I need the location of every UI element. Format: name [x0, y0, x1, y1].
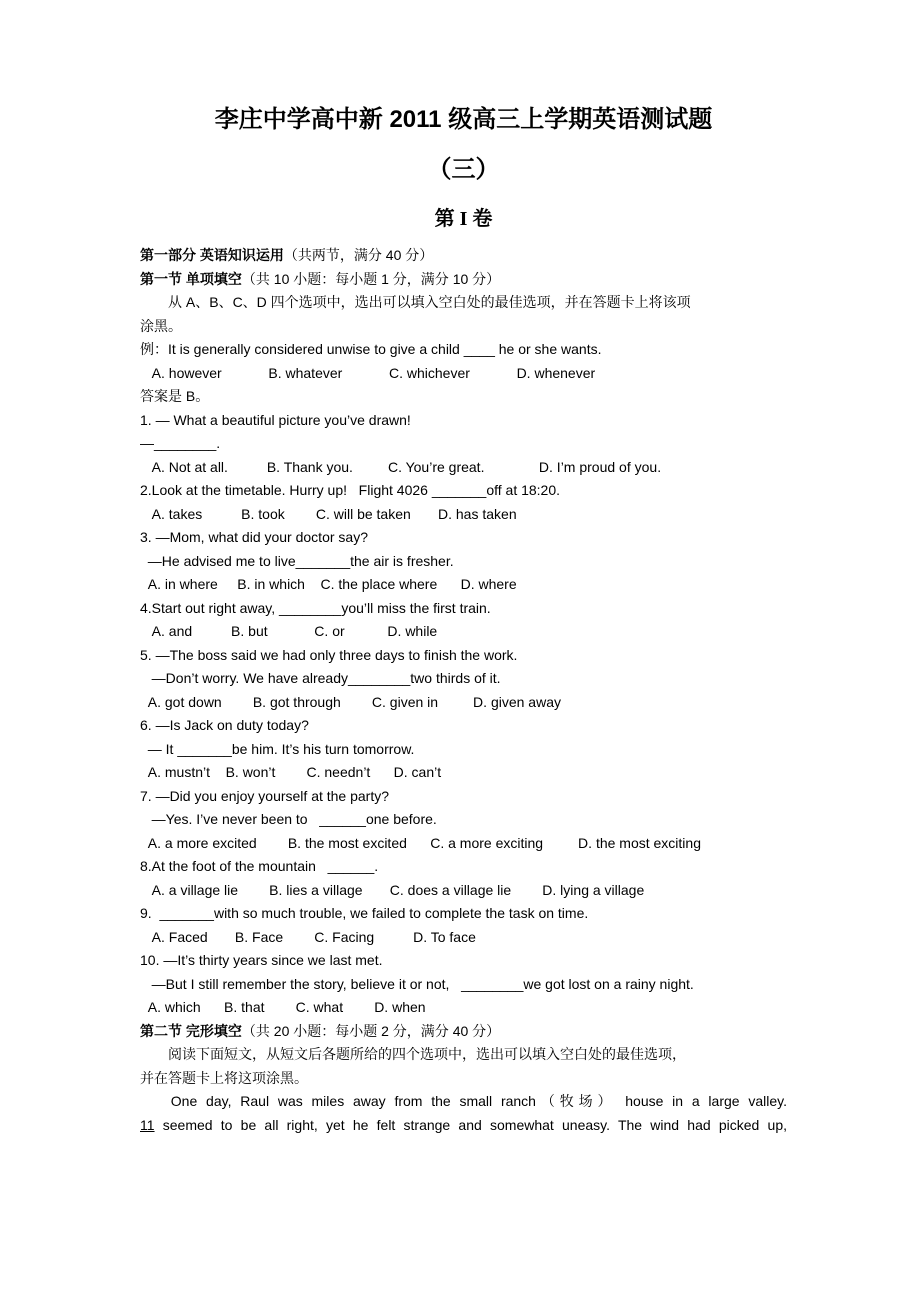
text-segment: A. a village lie B. lies a village C. does a village lie D. lying a village — [140, 881, 645, 898]
q1-options — [140, 456, 787, 480]
q10-options — [140, 996, 787, 1020]
text-segment: A. in where B. in which C. the place where D. where — [140, 576, 517, 592]
text-segment: A. Faced B. Face C. Facing D. To face — [140, 928, 476, 945]
q5-stem — [140, 644, 787, 668]
example-answer — [140, 385, 787, 409]
document-title: 李庄中学高中新 2011 级高三上学期英语测试题 — [214, 106, 713, 133]
q5-stem2 — [140, 667, 787, 691]
cloze-instructions — [140, 1067, 787, 1091]
text-segment: 4.Start out right away, ________you’ll miss the first train. — [140, 599, 491, 616]
q10-stem2 — [140, 973, 787, 997]
text-segment: 10. —It’s thirty years since we last met. — [140, 952, 383, 968]
q2-options — [140, 503, 787, 527]
q3-stem2 — [140, 550, 787, 574]
text-segment: （共 20 小题：每小题 2 分，满分 40 分） — [241, 1022, 501, 1039]
text-segment: 2.Look at the timetable. Hurry up! Flight 4026 _______off at 18:20. — [140, 482, 561, 498]
text-segment: —He advised me to live_______the air is fresher. — [140, 552, 454, 569]
document-title-line2: （三） — [427, 156, 500, 183]
q3-options — [140, 573, 787, 597]
q4-options — [140, 620, 787, 644]
text-segment: A. mustn’t B. won’t C. needn’t D. can’t — [140, 764, 442, 780]
q6-stem2 — [140, 738, 787, 762]
q4-stem — [140, 597, 787, 621]
text-segment: A. however B. whatever C. whichever D. whenever — [140, 364, 596, 381]
text-segment: 9. _______with so much trouble, we failed to complete the task on time. — [140, 905, 589, 921]
text-segment: 8.At the foot of the mountain ______. — [140, 858, 379, 874]
text-segment: 并在答题卡上将这项涂黑。 — [140, 1069, 308, 1086]
text-segment: —But I still remember the story, believe it or not, ________we got lost on a rainy night. — [140, 975, 694, 992]
text-segment: —Don’t worry. We have already________two thirds of it. — [140, 670, 501, 686]
q3-stem — [140, 526, 787, 550]
cloze-instructions — [140, 1043, 787, 1067]
q1-stem — [140, 409, 787, 433]
text-segment: A. takes B. took C. will be taken D. has taken — [140, 505, 517, 522]
q9-stem — [140, 902, 787, 926]
cloze-passage-line — [140, 1090, 787, 1114]
q7-options — [140, 832, 787, 856]
text-segment: A. and B. but C. or D. while — [140, 623, 438, 639]
q7-stem2 — [140, 808, 787, 832]
text-segment: 1. — What a beautiful picture you’ve drawn! — [140, 411, 411, 428]
q8-options — [140, 879, 787, 903]
text-segment: 5. —The boss said we had only three days to finish the work. — [140, 646, 518, 663]
section1-heading — [140, 268, 787, 292]
text-segment: 3. —Mom, what did your doctor say? — [140, 529, 368, 545]
text-segment: seemed to be all right, yet he felt strange and somewhat uneasy. The wind had picked up, — [154, 1116, 787, 1133]
q8-stem — [140, 855, 787, 879]
text-segment: —Yes. I’ve never been to ______one before. — [140, 811, 437, 827]
text-segment: 7. —Did you enjoy yourself at the party? — [140, 787, 390, 804]
example-stem — [140, 338, 787, 362]
text-segment: A. a more excited B. the most excited C. a more exciting D. the most exciting — [140, 834, 701, 851]
instructions-line — [140, 291, 787, 315]
q9-options — [140, 926, 787, 950]
volume-heading: 第 I 卷 — [434, 208, 493, 230]
q6-options — [140, 761, 787, 785]
q2-stem — [140, 479, 787, 503]
part1-heading — [140, 244, 787, 268]
text-segment: （共两节，满分 40 分） — [283, 247, 434, 263]
q5-options — [140, 691, 787, 715]
blank-number: 11 — [140, 1116, 155, 1133]
text-segment: —________. — [140, 435, 221, 451]
q6-stem — [140, 714, 787, 738]
text-segment: 从 A、B、C、D 四个选项中，选出可以填入空白处的最佳选项，并在答题卡上将该项 — [140, 294, 691, 310]
text-segment: — It _______be him. It’s his turn tomorrow. — [140, 740, 415, 757]
text-segment: 涂黑。 — [140, 317, 182, 334]
text-segment: A. Not at all. B. Thank you. C. You’re great. D. I’m proud of you. — [140, 458, 662, 475]
text-segment: 答案是 B。 — [140, 388, 210, 404]
text-segment: One day, Raul was miles away from the small ranch（牧场） house in a large valley. — [170, 1093, 787, 1109]
text-segment: A. got down B. got through C. given in D. given away — [140, 693, 561, 710]
instructions-line — [140, 315, 787, 339]
text-segment: 6. —Is Jack on duty today? — [140, 717, 309, 733]
q1-stem2 — [140, 432, 787, 456]
section2-heading — [140, 1020, 787, 1044]
q7-stem — [140, 785, 787, 809]
document-body — [140, 244, 787, 1137]
q10-stem — [140, 949, 787, 973]
text-segment: （共 10 小题：每小题 1 分，满分 10 分） — [241, 270, 501, 287]
text-segment: 第一节 单项填空 — [140, 270, 242, 287]
example-options — [140, 362, 787, 386]
cloze-passage-line — [140, 1114, 787, 1138]
text-segment: 第一部分 英语知识运用 — [140, 247, 284, 263]
text-segment: A. which B. that C. what D. when — [140, 999, 426, 1015]
text-segment: 例：It is generally considered unwise to give a child ____ he or she wants. — [140, 341, 602, 357]
text-segment: 第二节 完形填空 — [140, 1022, 242, 1039]
text-segment: 阅读下面短文，从短文后各题所给的四个选项中，选出可以填入空白处的最佳选项， — [140, 1046, 686, 1062]
